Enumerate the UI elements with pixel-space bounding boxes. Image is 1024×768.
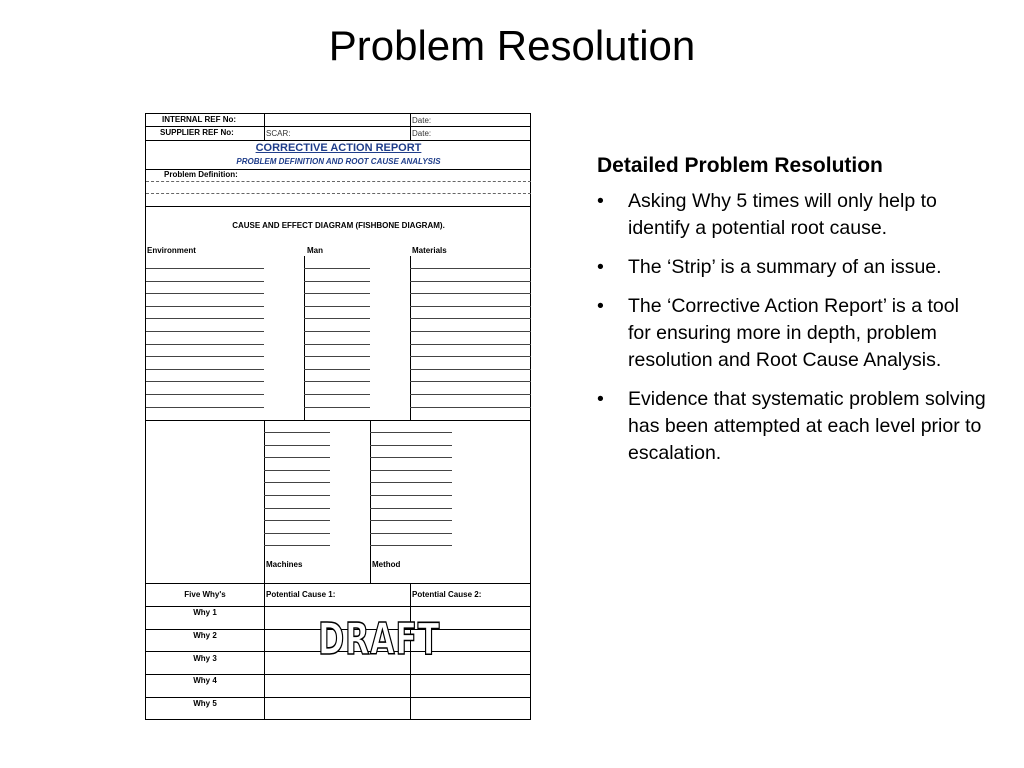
fishbone-line (304, 369, 370, 370)
fishbone-line (146, 356, 264, 357)
fishbone-line (410, 306, 531, 307)
fishbone-line (370, 495, 452, 496)
bullet-text: Evidence that systematic problem solving has been attempted at each level prior to escalation. (628, 388, 986, 464)
fishbone-line (264, 432, 330, 433)
fishbone-line (264, 533, 330, 534)
fishbone-line (146, 331, 264, 332)
why-row-label: Why 3 (193, 654, 217, 663)
bullet-item (597, 188, 987, 242)
fishbone-line (146, 394, 264, 395)
fishbone-line (264, 508, 330, 509)
fishbone-line (264, 495, 330, 496)
fishbone-line (304, 394, 370, 395)
draft-watermark: DRAFT (318, 614, 441, 665)
fishbone-line (370, 545, 452, 546)
fishbone-line (410, 293, 531, 294)
detail-panel (597, 152, 987, 479)
corrective-action-form (145, 113, 531, 720)
fishbone-line (410, 281, 531, 282)
scar-label: SCAR: (266, 129, 291, 138)
fishbone-line (410, 318, 531, 319)
problem-definition-label: Problem Definition: (164, 170, 238, 179)
fishbone-line (410, 344, 531, 345)
fishbone-line (304, 268, 370, 269)
slide-title: Problem Resolution (328, 22, 696, 69)
bullet-text: Asking Why 5 times will only help to identify a potential root cause. (628, 190, 937, 239)
fishbone-line (264, 520, 330, 521)
why-row-label: Why 5 (193, 699, 217, 708)
date-label-2: Date: (412, 129, 432, 138)
fishbone-line (304, 331, 370, 332)
supplier-ref-label: SUPPLIER REF No: (160, 128, 234, 137)
fishbone-line (304, 356, 370, 357)
fishbone-line (370, 520, 452, 521)
fishbone-line (410, 268, 531, 269)
bullet-text: The ‘Corrective Action Report’ is a tool for ensuring more in depth, problem resolution and Root Cause Analysis. (628, 295, 959, 371)
fishbone-line (264, 470, 330, 471)
bullet-text: The ‘Strip’ is a summary of an issue. (628, 256, 942, 278)
bullet-marker: • (597, 295, 604, 317)
fishbone-line (264, 545, 330, 546)
fishbone-line (410, 381, 531, 382)
fishbone-line (146, 344, 264, 345)
why-row-label: Why 1 (193, 608, 217, 617)
report-title: CORRECTIVE ACTION REPORT (255, 142, 422, 154)
panel-heading: Detailed Problem Resolution (597, 154, 883, 177)
bullet-marker: • (597, 388, 604, 410)
fishbone-line (410, 356, 531, 357)
fishbone-line (146, 268, 264, 269)
fishbone-line (410, 331, 531, 332)
why-header-label: Five Why's (184, 590, 226, 599)
fishbone-line (304, 306, 370, 307)
bullet-item (597, 293, 987, 374)
fishbone-line (304, 344, 370, 345)
potential-cause-1-header: Potential Cause 1: (266, 590, 336, 599)
category-environment: Environment (147, 246, 196, 255)
fishbone-line (146, 306, 264, 307)
fishbone-line (370, 457, 452, 458)
fishbone-line (146, 369, 264, 370)
fishbone-line (304, 318, 370, 319)
fishbone-line (146, 281, 264, 282)
category-man: Man (307, 246, 323, 255)
fishbone-line (264, 482, 330, 483)
fishbone-line (370, 470, 452, 471)
fishbone-line (304, 407, 370, 408)
fishbone-line (264, 445, 330, 446)
fishbone-line (370, 482, 452, 483)
fishbone-line (264, 457, 330, 458)
fishbone-title: CAUSE AND EFFECT DIAGRAM (FISHBONE DIAGRAM). (232, 221, 445, 230)
fishbone-line (370, 432, 452, 433)
why-row-label: Why 2 (193, 631, 217, 640)
fishbone-line (410, 407, 531, 408)
fishbone-line (146, 293, 264, 294)
fishbone-line (304, 281, 370, 282)
bullet-item (597, 386, 987, 467)
bullet-marker: • (597, 190, 604, 212)
fishbone-line (410, 394, 531, 395)
bullet-marker: • (597, 256, 604, 278)
report-subtitle: PROBLEM DEFINITION AND ROOT CAUSE ANALYSIS (236, 157, 441, 166)
fishbone-line (146, 381, 264, 382)
category-machines: Machines (266, 560, 303, 569)
category-method: Method (372, 560, 401, 569)
fishbone-line (304, 293, 370, 294)
fishbone-line (370, 508, 452, 509)
date-label-1: Date: (412, 116, 432, 125)
bullet-item (597, 254, 987, 281)
category-materials: Materials (412, 246, 447, 255)
fishbone-line (146, 318, 264, 319)
fishbone-line (370, 445, 452, 446)
internal-ref-label: INTERNAL REF No: (162, 115, 237, 124)
fishbone-line (410, 369, 531, 370)
potential-cause-2-header: Potential Cause 2: (412, 590, 482, 599)
fishbone-line (370, 533, 452, 534)
fishbone-line (304, 381, 370, 382)
why-row-label: Why 4 (193, 676, 217, 685)
fishbone-line (146, 407, 264, 408)
